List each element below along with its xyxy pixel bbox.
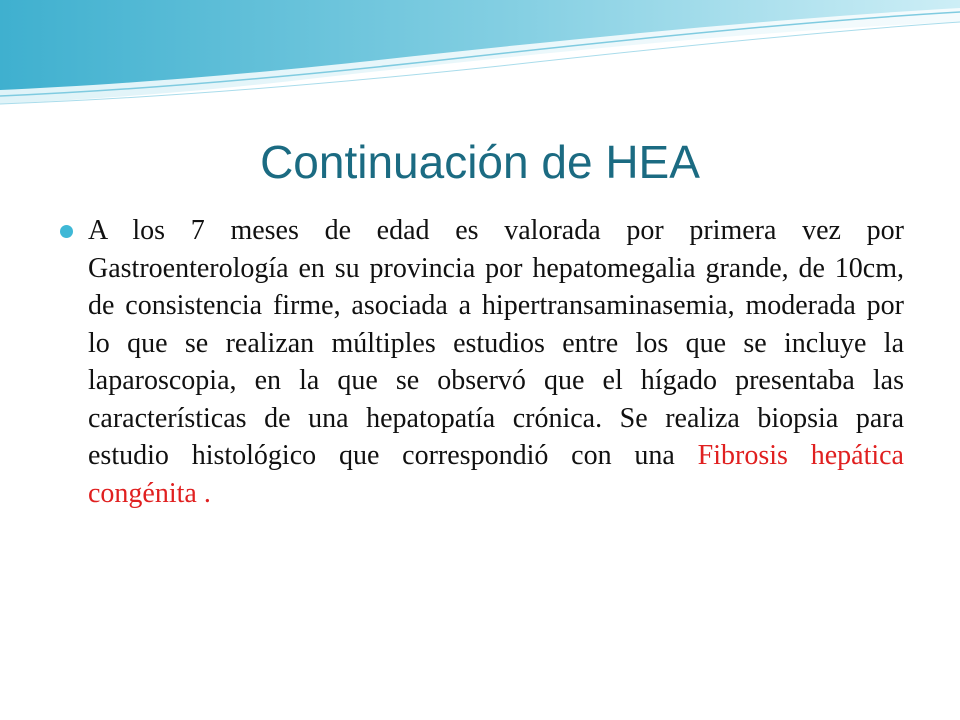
wave-banner: [0, 0, 960, 120]
slide-title: Continuación de HEA: [260, 136, 700, 188]
bullet-dot-icon: [60, 225, 73, 238]
slide-content: [58, 212, 904, 512]
bullet-item: [58, 212, 904, 512]
bullet-text: [88, 212, 904, 512]
bullet-text-main: A los 7 meses de edad es valorada por primera vez por Gastroenterología en su provincia por hepatomegalia grande, de 10cm, de consistencia firme, asociada a hipertransaminasemia, moderada por lo que se realizan múltiples estudios entre los que se incluye la laparoscopia, en la que se observó que el hígado presentaba las características de una hepatopatía crónica. Se realiza biopsia para estudio histológico que correspondió con una: [88, 215, 904, 471]
bullet-text-highlight: Fibrosis hepática congénita .: [88, 440, 904, 509]
wave-front: [0, 0, 960, 90]
